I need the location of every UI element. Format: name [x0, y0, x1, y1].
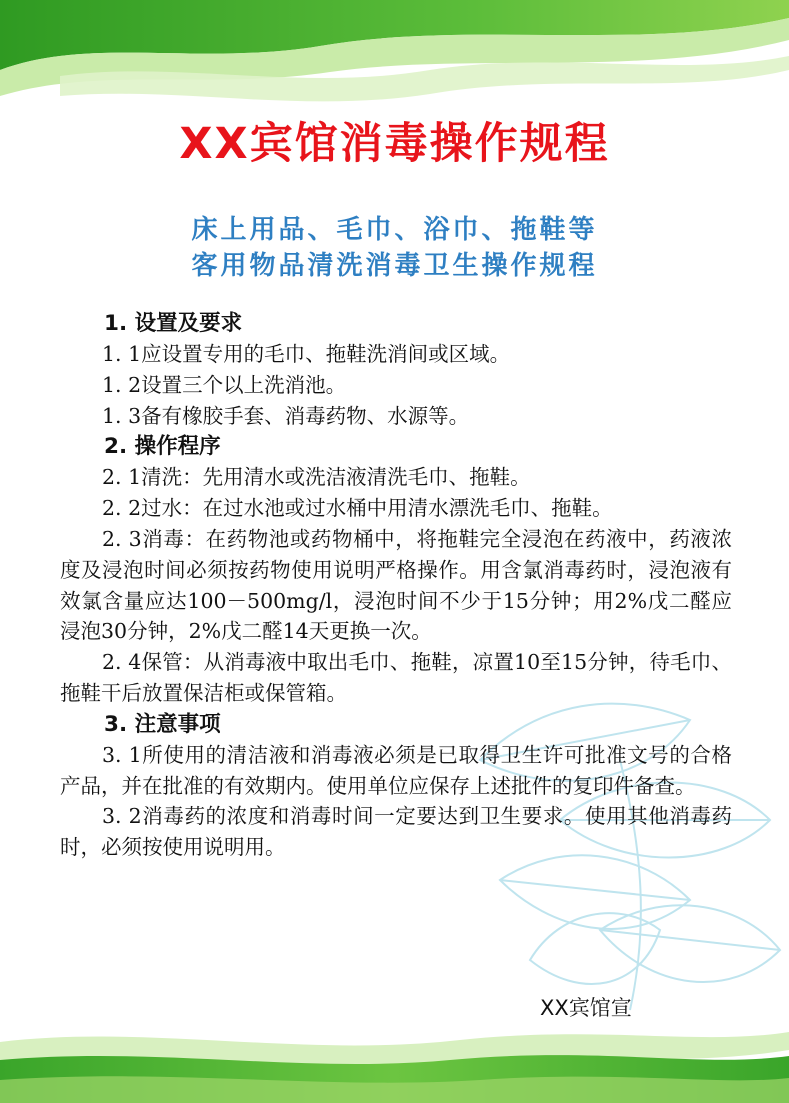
section-heading-setup: 1. 设置及要求 [104, 311, 243, 336]
list-item: 2. 1清洗：先用清水或洗洁液清洗毛巾、拖鞋。 [102, 465, 531, 490]
list-item: 3. 2消毒药的浓度和消毒时间一定要达到卫生要求。使用其他消毒药时，必须按使用说明用。 [60, 804, 732, 860]
subtitle-line-2: 客用物品清洗消毒卫生操作规程 [191, 251, 598, 281]
section-heading-notes: 3. 注意事项 [104, 711, 221, 737]
subtitle [0, 212, 789, 284]
page-title: XX宾馆消毒操作规程 [179, 119, 610, 169]
signature: XX宾馆宣 [540, 996, 632, 1020]
list-item: 2. 3消毒：在药物池或药物桶中，将拖鞋完全浸泡在药液中，药液浓度及浸泡时间必须按药物使用说明严格操作。用含氯消毒药时，浸泡液有效氯含量应达100－500mg/l，浸泡时间不少于15分钟；用2%戊二醛应浸泡30分钟，2%戊二醛14天更换一次。 [60, 526, 732, 644]
list-item: 1. 1应设置专用的毛巾、拖鞋洗消间或区域。 [102, 342, 511, 366]
regulation-body [60, 308, 732, 863]
list-item: 3. 1所使用的清洁液和消毒液必须是已取得卫生许可批准文号的合格产品，并在批准的有效期内。使用单位应保存上述批件的复印件备查。 [60, 742, 732, 798]
list-item: 1. 2设置三个以上洗消池。 [102, 372, 347, 397]
section-heading-procedure: 2. 操作程序 [104, 434, 221, 460]
list-item: 2. 4保管：从消毒液中取出毛巾、拖鞋，凉置10至15分钟，待毛巾、拖鞋干后放置保洁柜或保管箱。 [60, 650, 732, 705]
list-item: 2. 2过水：在过水池或过水桶中用清水漂洗毛巾、拖鞋。 [102, 496, 613, 521]
list-item: 1. 3备有橡胶手套、消毒药物、水源等。 [102, 403, 470, 428]
subtitle-line-1: 床上用品、毛巾、浴巾、拖鞋等 [191, 215, 598, 245]
